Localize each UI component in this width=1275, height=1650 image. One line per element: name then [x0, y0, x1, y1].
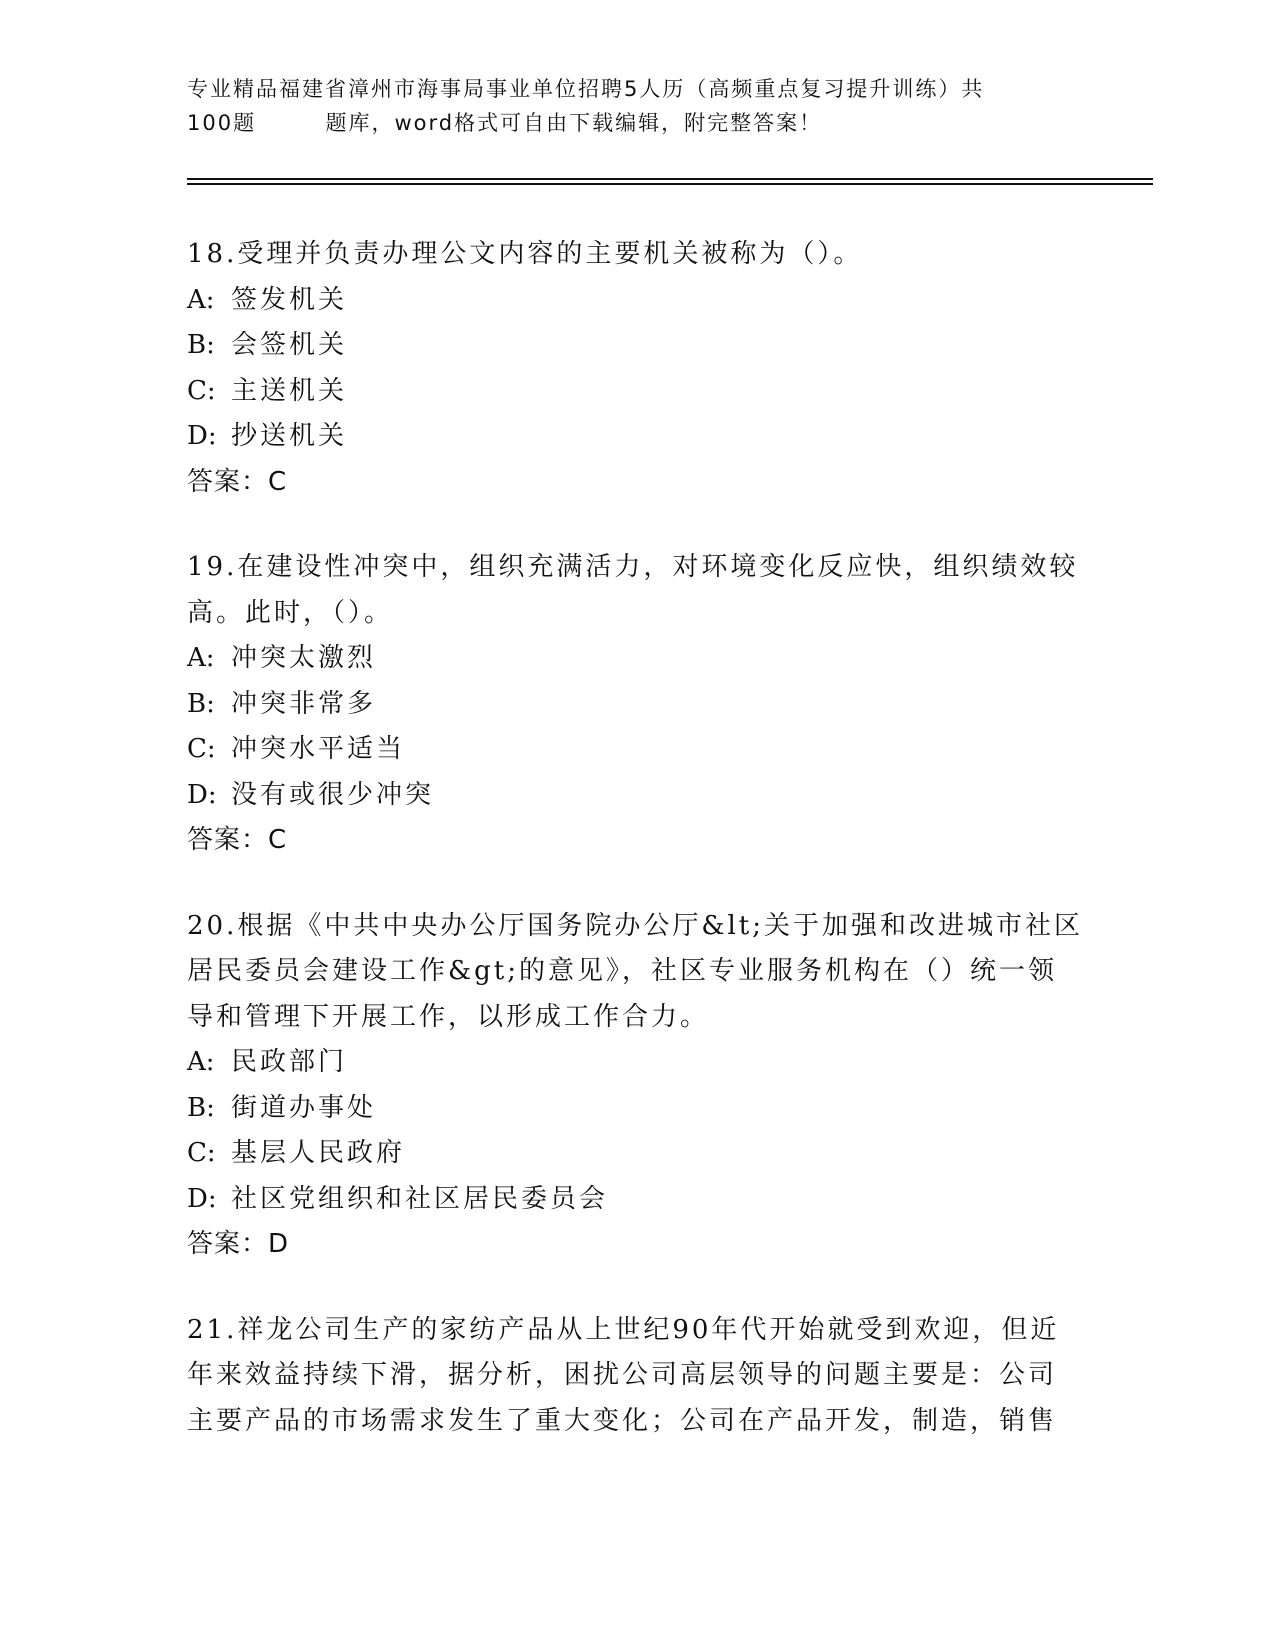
option-letter: A: [187, 643, 215, 673]
option-letter: C: [187, 734, 216, 764]
question-list [187, 232, 1087, 1484]
question-20 [187, 904, 1087, 1268]
option-letter: B: [187, 1092, 215, 1123]
answer-text: 答案：C [187, 466, 288, 497]
option-c [187, 1131, 1087, 1177]
option-text: 基层人民政府 [231, 1138, 406, 1168]
question-text: 高。此时，（）。 [187, 597, 394, 628]
option-letter: C: [187, 375, 216, 406]
option-text: 抄送机关 [231, 421, 348, 451]
option-a [187, 278, 1087, 324]
option-letter: A: [187, 284, 215, 315]
question-18 [187, 232, 1087, 505]
option-text: 冲突水平适当 [231, 734, 406, 764]
option-text: 主送机关 [231, 375, 348, 406]
option-d [187, 773, 1087, 819]
option-b [187, 323, 1087, 369]
option-text: 冲突太激烈 [231, 643, 377, 673]
option-letter: D: [187, 421, 217, 451]
option-letter: D: [187, 779, 217, 810]
option-text: 会签机关 [231, 330, 348, 360]
option-letter: C: [187, 1138, 216, 1168]
option-d [187, 1177, 1087, 1223]
option-a [187, 636, 1087, 682]
option-text: 没有或很少冲突 [231, 779, 435, 810]
option-d [187, 414, 1087, 460]
answer-text: 答案：C [187, 825, 288, 855]
question-text: 年来效益持续下滑，据分析，困扰公司高层领导的问题主要是：公司 [187, 1360, 1058, 1390]
question-text: 居民委员会建设工作&gt;的意见》，社区专业服务机构在（）统一领 [187, 956, 1057, 986]
option-b [187, 682, 1087, 728]
question-text: 21.祥龙公司生产的家纺产品从上世纪90年代开始就受到欢迎，但近 [187, 1314, 1060, 1345]
header-rule-top [187, 178, 1153, 180]
option-a [187, 1040, 1087, 1086]
answer-text: 答案：D [187, 1229, 290, 1259]
option-letter: D: [187, 1183, 217, 1214]
option-text: 街道办事处 [231, 1092, 377, 1123]
question-text: 主要产品的市场需求发生了重大变化；公司在产品开发，制造，销售 [187, 1405, 1058, 1436]
option-text: 冲突非常多 [231, 688, 377, 719]
option-text: 签发机关 [231, 284, 348, 315]
header-line-2: 100题 题库，word格式可自由下载编辑，附完整答案！ [187, 111, 823, 135]
question-21 [187, 1308, 1087, 1445]
option-b [187, 1086, 1087, 1132]
document-header [187, 72, 1067, 140]
option-text: 民政部门 [231, 1047, 348, 1077]
header-rule-bottom [187, 183, 1153, 185]
option-c [187, 369, 1087, 415]
question-text: 导和管理下开展工作，以形成工作合力。 [187, 1001, 710, 1032]
option-text: 社区党组织和社区居民委员会 [231, 1183, 609, 1214]
option-c [187, 727, 1087, 773]
question-text: 18.受理并负责办理公文内容的主要机关被称为（）。 [187, 239, 863, 269]
header-line-1: 专业精品福建省漳州市海事局事业单位招聘5人历（高频重点复习提升训练）共 [187, 77, 985, 101]
option-letter: B: [187, 688, 215, 719]
option-letter: B: [187, 330, 215, 360]
question-text: 20.根据《中共中央办公厅国务院办公厅&lt;关于加强和改进城市社区 [187, 910, 1084, 941]
option-letter: A: [187, 1047, 215, 1077]
question-19 [187, 545, 1087, 864]
question-text: 19.在建设性冲突中，组织充满活力，对环境变化反应快，组织绩效较 [187, 552, 1079, 582]
